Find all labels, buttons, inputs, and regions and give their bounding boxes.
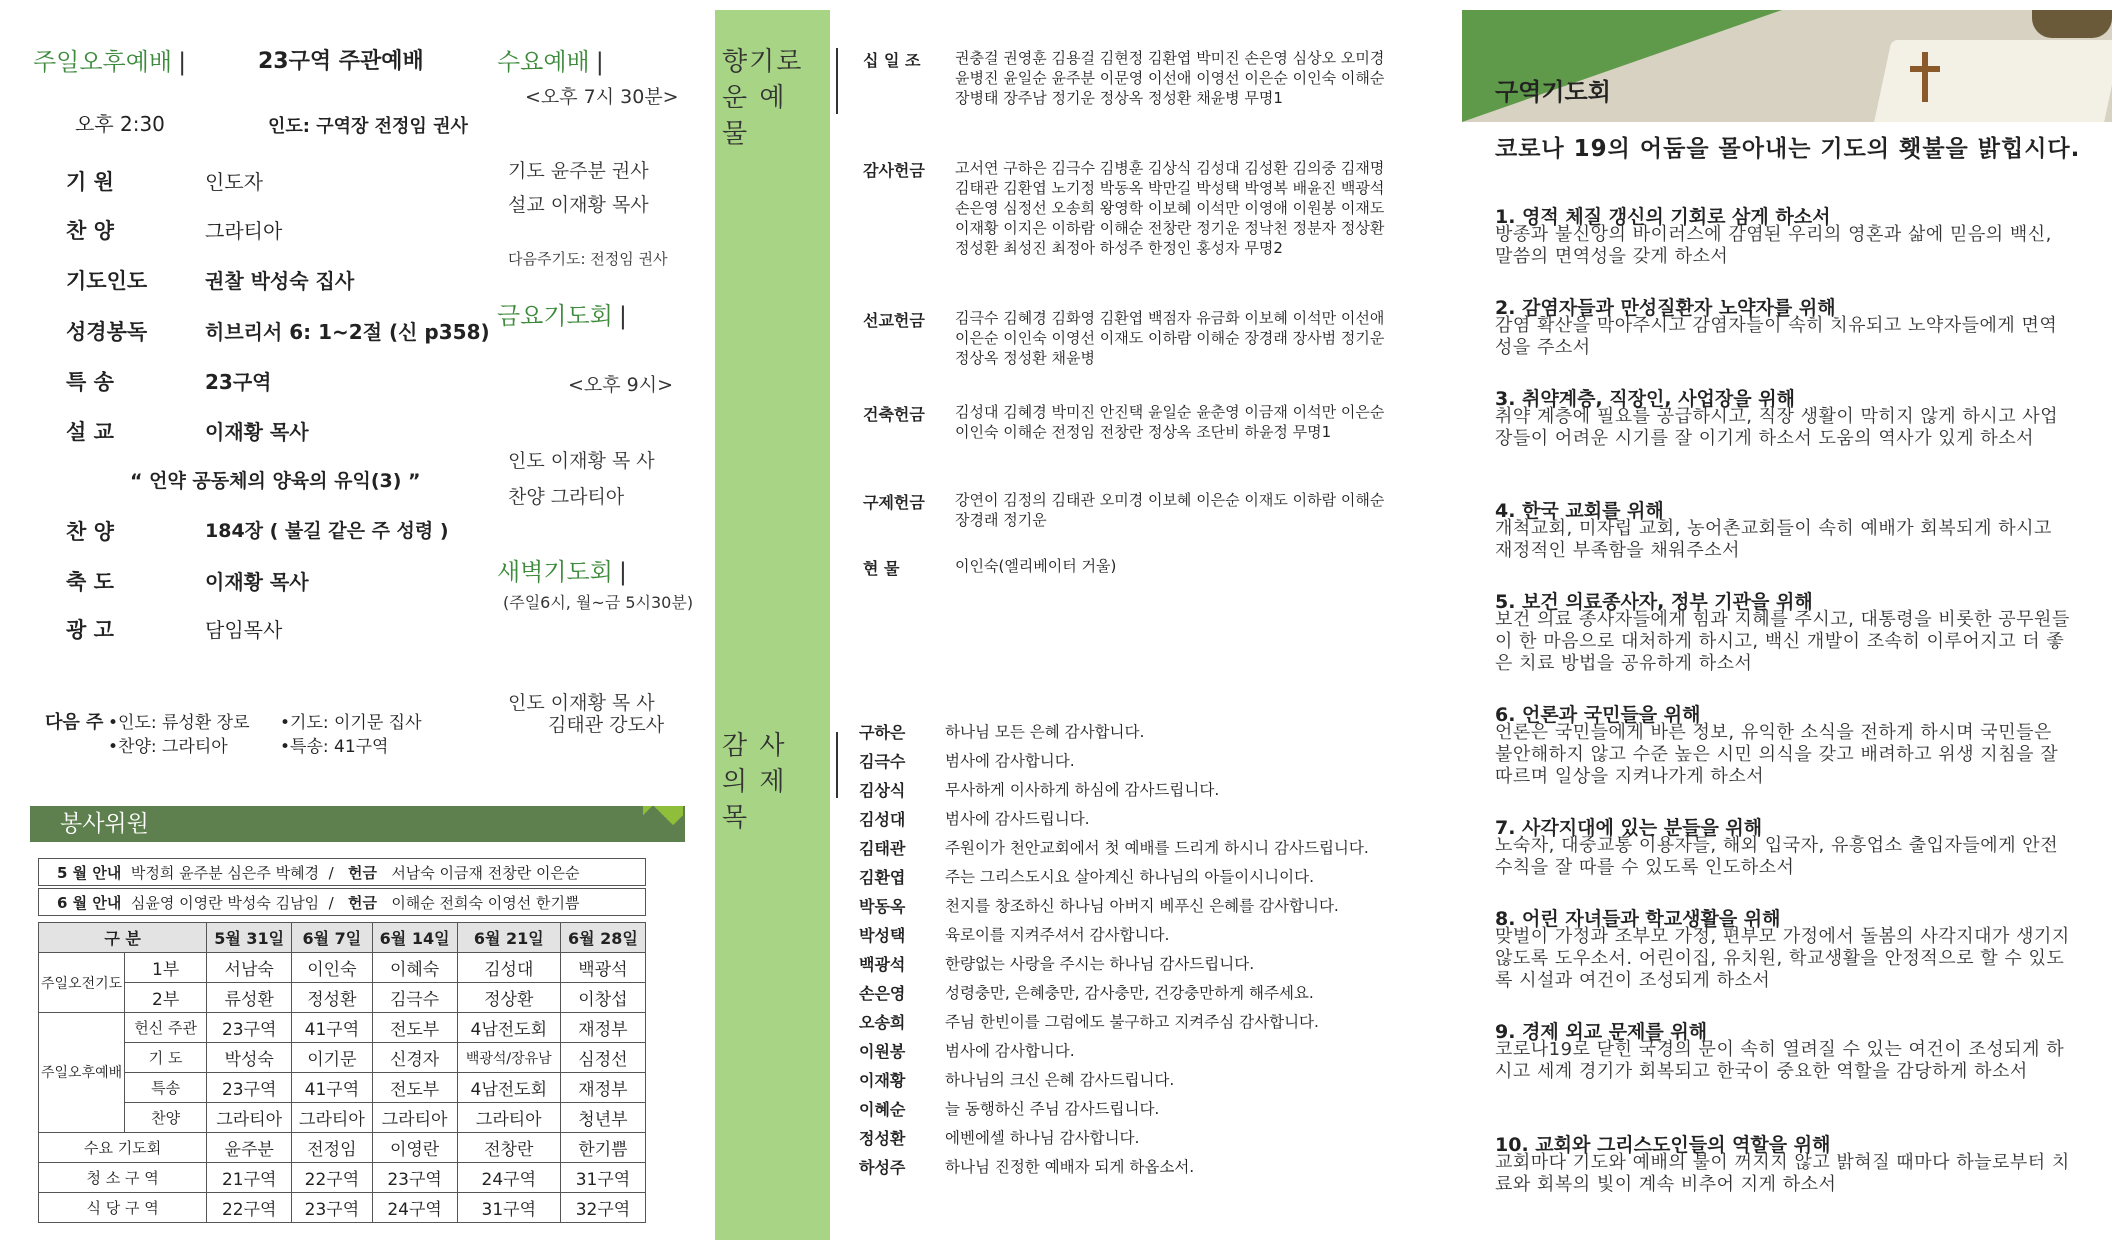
prayer-item-body: 방종과 불신앙의 바이러스에 감염된 우리의 영혼과 삶에 믿음의 백신, 말씀의 면역성을 갖게 하소서 — [1495, 224, 2052, 267]
offering-label: 선교헌금 — [863, 311, 925, 330]
prayer-text: 하나님 진정한 예배자 되게 하옵소서. — [945, 1158, 1195, 1176]
order-value: 이재황 목사 — [205, 570, 309, 594]
jun-info-row: 6 월 안내 심윤영 이영란 박성숙 김남임 / 헌금 이해순 전희숙 이영선 한기쁨 — [38, 888, 646, 916]
table-cell: 그라티아 — [292, 1103, 372, 1133]
table-header — [39, 923, 646, 953]
prayer-name: 김극수 — [859, 752, 906, 771]
table-cell: 이창섭 — [560, 983, 645, 1013]
offerings-section-label: 향기로운 예 물 — [722, 44, 822, 152]
sunday-service-title: 주일오후예배 | — [33, 48, 187, 76]
wednesday-prayer: 기도 윤주분 권사 — [508, 160, 649, 182]
table-cell: 23구역 — [207, 1073, 292, 1103]
offering-label: 현 물 — [863, 559, 900, 578]
table-cell: 백광석/장유남 — [457, 1043, 560, 1073]
table-row — [39, 1103, 646, 1133]
lamp-icon — [2032, 10, 2112, 38]
next-week-item: •인도: 류성환 장로 — [108, 713, 250, 733]
prayer-name: 김태관 — [859, 839, 906, 858]
table-cell: 23구역 — [292, 1193, 372, 1223]
prayer-name: 백광석 — [859, 955, 906, 974]
table-cell: 22구역 — [207, 1193, 292, 1223]
table-row — [39, 1163, 646, 1193]
table-cell: 재정부 — [560, 1013, 645, 1043]
prayer-text: 범사에 감사드립니다. — [945, 810, 1090, 828]
table-cell: 23구역 — [207, 1013, 292, 1043]
may-info-row: 5 월 안내 박정희 윤주분 심은주 박혜경 / 헌금 서남숙 이금재 전창란 이은순 — [38, 858, 646, 886]
prayer-subtitle: 코로나 19의 어둠을 몰아내는 기도의 횃불을 밝힙시다. — [1495, 136, 2081, 162]
table-cell: 31구역 — [457, 1193, 560, 1223]
table-cell: 23구역 — [372, 1163, 457, 1193]
prayer-name: 구하은 — [859, 723, 906, 742]
sermon-title: “ 언약 공동체의 양육의 유익(3) ” — [130, 470, 421, 492]
bible-icon — [1872, 40, 2112, 122]
table-row — [39, 1043, 646, 1073]
prayer-text: 하나님 모든 은혜 감사합니다. — [945, 723, 1145, 741]
wednesday-sermon: 설교 이재황 목사 — [508, 194, 649, 216]
table-cell: 4남전도회 — [457, 1013, 560, 1043]
row-group-label: 주일오전기도 — [39, 953, 125, 1013]
prayer-item-body: 노숙자, 대중교통 이용자들, 해외 입국자, 유흥업소 출입자들에게 안전 수칙을 잘 따를 수 있도록 인도하소서 — [1495, 835, 2059, 878]
order-label: 축 도 — [66, 570, 114, 594]
prayer-item-body: 취약 계층에 필요를 공급하시고, 직장 생활이 막히지 않게 하시고 사업장들이 어려운 시기를 잘 이기게 하소서 도움의 역사가 있게 하소서 — [1495, 406, 2059, 449]
order-value: 23구역 — [205, 370, 272, 394]
prayer-item-body: 맞벌이 가정과 조부모 가정, 편부모 가정에서 돌봄의 사각지대가 생기지 않도록 도우소서. 어린이집, 유치원, 학교생활을 안정적으로 할 수 있도록 시설과 여건이 조성되게 하소서 — [1495, 926, 2070, 991]
prayer-item-title: 6. 언론과 국민들을 위해 — [1495, 704, 1701, 726]
prayers-section-label: 감 사 의 제 목 — [722, 728, 822, 836]
offering-names: 김극수 김혜경 김화영 김환엽 백점자 유금화 이보혜 이석만 이선애 이은순 이인숙 이영선 이재도 이하람 이해순 장경래 장사범 정기운 정상옥 정성환 채윤병 — [955, 309, 1385, 367]
table-row — [39, 1133, 646, 1163]
row-sub: 기 도 — [125, 1043, 207, 1073]
table-cell: 24구역 — [372, 1193, 457, 1223]
table-cell: 한기쁨 — [560, 1133, 645, 1163]
prayer-name: 김환엽 — [859, 868, 906, 887]
prayer-meeting-title: 구역기도회 — [1495, 78, 1611, 106]
next-week-item: •찬양: 그라티아 — [108, 737, 228, 757]
row-label: 수요 기도회 — [39, 1133, 207, 1163]
prayer-name: 김상식 — [859, 781, 906, 800]
prayer-item-title: 10. 교회와 그리스도인들의 역할을 위해 — [1495, 1134, 1831, 1156]
order-label: 찬 양 — [66, 219, 114, 243]
dawn-lead1: 인도 이재황 목 사 — [508, 692, 655, 714]
prayer-item-title: 9. 경제 외교 문제를 위해 — [1495, 1021, 1708, 1043]
dawn-lead2: 김태관 강도사 — [548, 714, 665, 736]
offering-names: 강연이 김정의 김태관 오미경 이보혜 이은순 이재도 이하람 이해순 장경래 정기운 — [955, 491, 1385, 529]
prayer-text: 무사하게 이사하게 하심에 감사드립니다. — [945, 781, 1220, 799]
friday-time: <오후 9시> — [568, 374, 674, 396]
row-sub: 헌신 주관 — [125, 1013, 207, 1043]
row-sub: 1부 — [125, 953, 207, 983]
row-label: 식 당 구 역 — [39, 1193, 207, 1223]
prayer-text: 한량없는 사랑을 주시는 하나님 감사드립니다. — [945, 955, 1255, 973]
table-cell: 윤주분 — [207, 1133, 292, 1163]
order-value: 그라티아 — [205, 219, 283, 243]
prayer-item-title: 2. 감염자들과 만성질환자 노약자를 위해 — [1495, 297, 1836, 319]
table-cell: 박성숙 — [207, 1043, 292, 1073]
prayer-name: 이혜순 — [859, 1100, 906, 1119]
sunday-leader: 인도: 구역장 전정임 권사 — [268, 116, 468, 137]
prayer-name: 김성대 — [859, 810, 906, 829]
prayer-name: 하성주 — [859, 1158, 906, 1177]
row-sub: 특송 — [125, 1073, 207, 1103]
prayer-text: 하나님의 크신 은혜 감사드립니다. — [945, 1071, 1175, 1089]
prayer-name: 정성환 — [859, 1129, 906, 1148]
offering-label: 구제헌금 — [863, 493, 925, 512]
table-row — [39, 983, 646, 1013]
table-cell: 김극수 — [372, 983, 457, 1013]
volunteers-table — [38, 922, 646, 1223]
prayer-text: 늘 동행하신 주님 감사드립니다. — [945, 1100, 1160, 1118]
prayer-name: 박동옥 — [859, 897, 906, 916]
table-cell: 신경자 — [372, 1043, 457, 1073]
wednesday-title: 수요예배 | — [497, 48, 604, 76]
next-week-item: •기도: 이기문 집사 — [280, 713, 422, 733]
offering-label: 감사헌금 — [863, 161, 925, 180]
cross-icon — [1910, 66, 1940, 72]
dawn-title: 새벽기도회 | — [497, 558, 628, 586]
header-cell: 6월 28일 — [560, 923, 645, 953]
cross-icon — [1922, 52, 1928, 102]
table-cell: 이영란 — [372, 1133, 457, 1163]
order-label: 기도인도 — [66, 269, 148, 293]
prayer-item-body: 교회마다 기도와 예배의 불이 꺼지지 않고 밝혀질 때마다 하늘로부터 치료와 회복의 빛이 계속 비추어 지게 하소서 — [1495, 1152, 2070, 1195]
table-cell: 그라티아 — [457, 1103, 560, 1133]
table-cell: 청년부 — [560, 1103, 645, 1133]
table-cell: 재정부 — [560, 1073, 645, 1103]
table-cell: 4남전도회 — [457, 1073, 560, 1103]
order-label: 광 고 — [66, 618, 114, 642]
table-cell: 41구역 — [292, 1073, 372, 1103]
table-cell: 정성환 — [292, 983, 372, 1013]
order-value: 담임목사 — [205, 618, 283, 642]
row-sub: 찬양 — [125, 1103, 207, 1133]
table-row — [39, 953, 646, 983]
table-cell: 이인숙 — [292, 953, 372, 983]
sunday-service-subtitle: 23구역 주관예배 — [258, 49, 424, 74]
prayer-item-title: 1. 영적 체질 갱신의 기회로 삼게 하소서 — [1495, 206, 1831, 228]
table-cell: 백광석 — [560, 953, 645, 983]
friday-lead: 인도 이재황 목 사 — [508, 450, 655, 472]
offering-label: 십 일 조 — [863, 51, 921, 70]
table-cell: 그라티아 — [207, 1103, 292, 1133]
table-cell: 41구역 — [292, 1013, 372, 1043]
table-cell: 전도부 — [372, 1073, 457, 1103]
row-sub: 2부 — [125, 983, 207, 1013]
order-label: 기 원 — [66, 170, 114, 194]
offering-names: 권충걸 권영훈 김용걸 김현정 김환엽 박미진 손은영 심상오 오미경 윤병진 윤일순 윤주분 이문영 이선애 이영선 이은순 이인숙 이해순 장병태 장주남 정기운 정상옥 정성환 채윤병 무명1 — [955, 49, 1385, 107]
offering-label: 건축헌금 — [863, 405, 925, 424]
prayer-name: 박성택 — [859, 926, 906, 945]
friday-praise: 찬양 그라티아 — [508, 486, 625, 508]
table-cell: 심정선 — [560, 1043, 645, 1073]
prayer-text: 천지를 창조하신 하나님 아버지 베푸신 은혜를 감사합니다. — [945, 897, 1339, 915]
table-cell: 21구역 — [207, 1163, 292, 1193]
prayer-text: 주님 한빈이를 그럼에도 불구하고 지켜주심 감사합니다. — [945, 1013, 1319, 1031]
order-value: 184장 ( 불길 같은 주 성령 ) — [205, 520, 449, 542]
prayer-text: 범사에 감사합니다. — [945, 1042, 1075, 1060]
prayer-item-body: 감염 확산을 막아주시고 감염자들이 속히 치유되고 노약자들에게 면역성을 주소서 — [1495, 315, 2058, 358]
table-cell: 김성대 — [457, 953, 560, 983]
wednesday-next-prayer: 다음주기도: 전정임 권사 — [508, 250, 668, 268]
table-cell: 전정임 — [292, 1133, 372, 1163]
prayer-text: 주원이가 천안교회에서 첫 예배를 드리게 하시니 감사드립니다. — [945, 839, 1369, 857]
prayer-text: 범사에 감사합니다. — [945, 752, 1075, 770]
offering-names: 이인숙(엘리베이터 거울) — [955, 557, 1117, 575]
table-cell: 서남숙 — [207, 953, 292, 983]
prayer-text: 육로이를 지켜주셔서 감사합니다. — [945, 926, 1170, 944]
next-week-item: •특송: 41구역 — [280, 737, 389, 757]
table-row — [39, 1013, 646, 1043]
table-row — [39, 1193, 646, 1223]
sunday-time: 오후 2:30 — [75, 112, 165, 136]
header-cell: 구 분 — [39, 923, 207, 953]
prayer-name: 오송희 — [859, 1013, 906, 1032]
volunteers-band: 봉사위원 — [30, 806, 685, 842]
prayer-name: 손은영 — [859, 984, 906, 1003]
header-cell: 6월 21일 — [457, 923, 560, 953]
order-value: 인도자 — [205, 170, 263, 194]
table-row — [39, 1073, 646, 1103]
table-cell: 이기문 — [292, 1043, 372, 1073]
table-cell: 이혜숙 — [372, 953, 457, 983]
prayer-item-body: 보건 의료 종사자들에게 힘과 지혜를 주시고, 대통령을 비롯한 공무원들이 한 마음으로 대처하게 하시고, 백신 개발이 조속히 이루어지고 더 좋은 치료 방법을 공유하게 하소서 — [1495, 609, 2070, 674]
table-cell: 32구역 — [560, 1193, 645, 1223]
order-value: 히브리서 6: 1~2절 (신 p358) — [205, 320, 490, 344]
order-label: 성경봉독 — [66, 320, 148, 344]
prayer-name: 이원봉 — [859, 1042, 906, 1061]
prayer-text: 주는 그리스도시요 살아계신 하나님의 아들이시니이다. — [945, 868, 1315, 886]
order-label: 찬 양 — [66, 520, 114, 544]
table-cell: 류성환 — [207, 983, 292, 1013]
header-cell: 6월 14일 — [372, 923, 457, 953]
table-cell: 22구역 — [292, 1163, 372, 1193]
order-label: 설 교 — [66, 420, 114, 444]
row-label: 청 소 구 역 — [39, 1163, 207, 1193]
table-cell: 정상환 — [457, 983, 560, 1013]
order-value: 권찰 박성숙 집사 — [205, 269, 355, 293]
friday-title: 금요기도회 | — [497, 302, 628, 330]
order-value: 이재황 목사 — [205, 420, 309, 444]
offering-names: 고서연 구하은 김극수 김병훈 김상식 김성대 김성환 김의중 김재명 김태관 김환엽 노기정 박동옥 박만길 박성택 박영복 배윤진 백광석 손은영 심정선 오송희 왕영학 이보혜 이석만 이영애 이원봉 이재도 이재황 이지은 이하람 이해순 전창란 정기운 정낙천 정분자 정상환 정성환 최성진 최정아 하성주 한정인 홍성자 무명2 — [955, 159, 1385, 257]
prayer-text: 성령충만, 은혜충만, 감사충만, 건강충만하게 해주세요. — [945, 984, 1314, 1002]
prayer-item-title: 5. 보건 의료종사자, 정부 기관을 위해 — [1495, 591, 1813, 613]
table-cell: 24구역 — [457, 1163, 560, 1193]
wednesday-time: <오후 7시 30분> — [525, 86, 679, 108]
offering-names: 김성대 김혜경 박미진 안진택 윤일순 윤춘영 이금재 이석만 이은순 이인숙 이해순 전정임 전창란 정상옥 조단비 하윤정 무명1 — [955, 403, 1385, 441]
table-cell: 31구역 — [560, 1163, 645, 1193]
prayer-item-title: 3. 취약계층, 직장인, 사업장을 위해 — [1495, 388, 1795, 410]
header-cell: 5월 31일 — [207, 923, 292, 953]
table-cell: 전창란 — [457, 1133, 560, 1163]
prayer-item-body: 코로나19로 닫힌 국경의 문이 속히 열려질 수 있는 여건이 조성되게 하시고 세계 경기가 회복되고 한국이 중요한 역할을 감당하게 하소서 — [1495, 1039, 2065, 1082]
prayer-item-title: 4. 한국 교회를 위해 — [1495, 500, 1664, 522]
prayer-item-body: 개척교회, 미자립 교회, 농어촌교회들이 속히 예배가 회복되게 하시고 재정적인 부족함을 채워주소서 — [1495, 518, 2052, 561]
prayer-item-title: 7. 사각지대에 있는 분들을 위해 — [1495, 817, 1763, 839]
prayer-item-title: 8. 어린 자녀들과 학교생활을 위해 — [1495, 908, 1781, 930]
header-cell: 6월 7일 — [292, 923, 372, 953]
prayer-item-body: 언론은 국민들에게 바른 정보, 유익한 소식을 전하게 하시며 국민들은 불안해하지 않고 수준 높은 시민 의식을 갖고 배려하고 위생 지침을 잘 따르며 일상을 지켜나가게 하소서 — [1495, 722, 2059, 787]
order-label: 특 송 — [66, 370, 114, 394]
table-cell: 전도부 — [372, 1013, 457, 1043]
table-cell: 그라티아 — [372, 1103, 457, 1133]
green-strip — [715, 10, 830, 1240]
row-group-label: 주일오후예배 — [39, 1013, 125, 1133]
prayer-text: 에벤에셀 하나님 감사합니다. — [945, 1129, 1140, 1147]
dawn-time: (주일6시, 월~금 5시30분) — [503, 593, 694, 612]
next-week-label: 다음 주 — [45, 712, 104, 733]
prayer-name: 이재황 — [859, 1071, 906, 1090]
left-panel — [0, 0, 700, 1240]
